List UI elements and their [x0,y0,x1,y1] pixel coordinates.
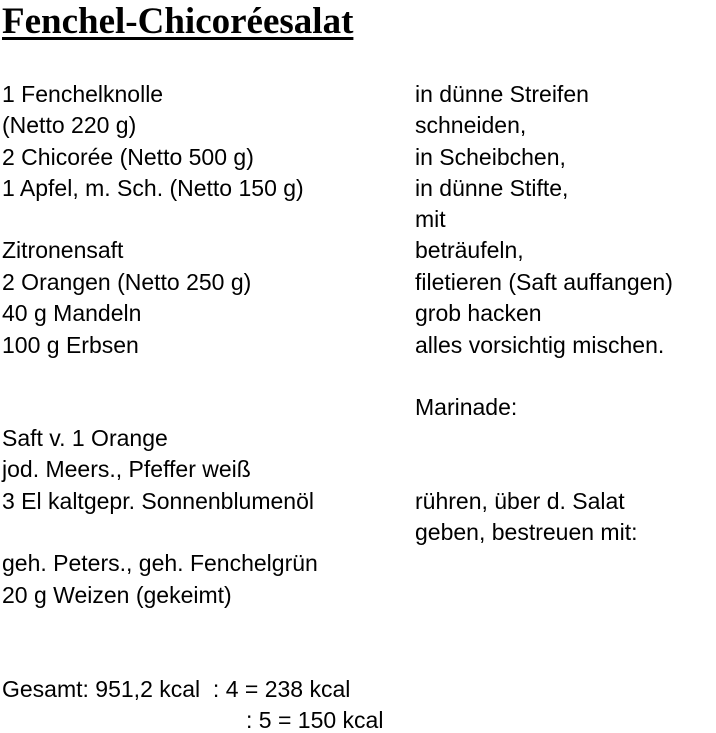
ingredient-line: 100 g Erbsen [2,332,139,358]
ingredient-line: 2 Chicorée (Netto 500 g) [2,144,254,170]
marinade-ingredient-line: jod. Meers., Pfeffer weiß [2,456,251,482]
ingredient-line: (Netto 220 g) [2,112,137,138]
instruction-line: schneiden, [415,112,527,138]
ingredient-line: Zitronensaft [2,237,124,263]
instruction-line: filetieren (Saft auffangen) [415,269,673,295]
ingredient-line: 1 Apfel, m. Sch. (Netto 150 g) [2,175,304,201]
ingredient-line: 2 Orangen (Netto 250 g) [2,269,252,295]
ingredient-line: 1 Fenchelknolle [2,81,164,107]
marinade-ingredient-line: Saft v. 1 Orange [2,425,168,451]
ingredient-line: 40 g Mandeln [2,300,142,326]
marinade-heading: Marinade: [415,394,518,420]
marinade-instruction-line: rühren, über d. Salat [415,488,625,514]
marinade-instruction-line: geben, bestreuen mit: [415,519,638,545]
garnish-line: 20 g Weizen (gekeimt) [2,582,232,608]
instruction-line: alles vorsichtig mischen. [415,332,665,358]
instruction-line: in dünne Stifte, [415,175,569,201]
calories-per-serving-line: : 5 = 150 kcal [246,707,384,733]
instruction-line: in dünne Streifen [415,81,589,107]
instruction-line: beträufeln, [415,237,524,263]
instruction-line: grob hacken [415,300,542,326]
garnish-line: geh. Peters., geh. Fenchelgrün [2,550,318,576]
instruction-line: mit [415,206,446,232]
recipe-title: Fenchel-Chicoréesalat [2,1,354,42]
marinade-ingredient-line: 3 El kaltgepr. Sonnenblumenöl [2,488,314,514]
total-calories-line: Gesamt: 951,2 kcal : 4 = 238 kcal [2,676,351,702]
instruction-line: in Scheibchen, [415,144,566,170]
